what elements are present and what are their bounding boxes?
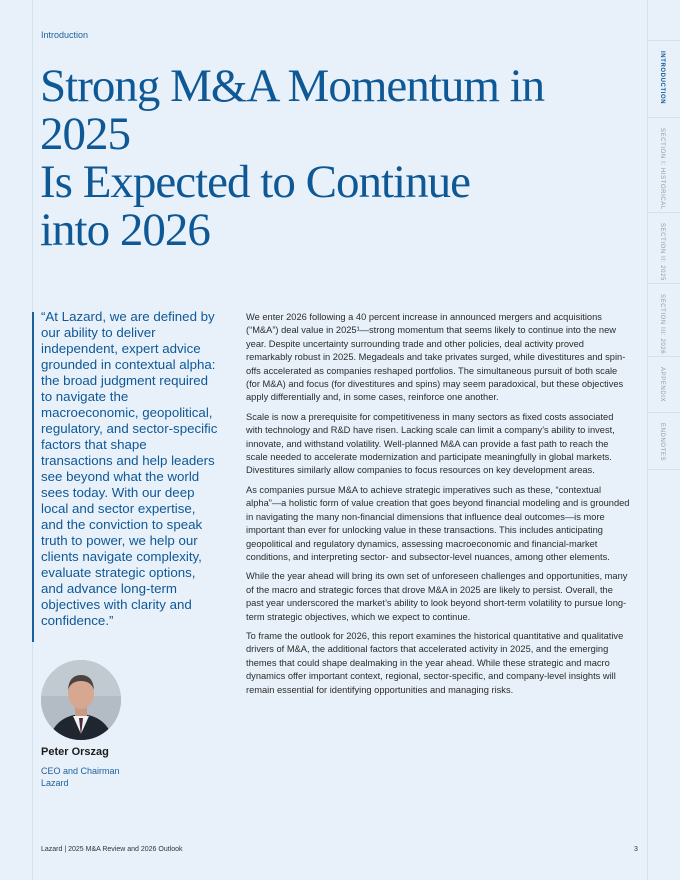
nav-label: SECTION I: HISTORICAL (659, 128, 665, 210)
nav-section-2026[interactable] (648, 283, 680, 356)
section-label: Introduction (41, 30, 89, 40)
nav-label: ENDNOTES (659, 423, 665, 462)
person-company: Lazard (41, 778, 69, 788)
nav-label: SECTION III: 2026 (659, 294, 665, 355)
nav-introduction[interactable] (648, 40, 680, 117)
body-text (246, 311, 632, 703)
nav-label: SECTION II: 2025 (659, 223, 665, 281)
nav-section-2025[interactable] (648, 212, 680, 283)
body-paragraph: While the year ahead will bring its own set of unforeseen challenges and opportunities, many of the macro and strategic forces that drove M&A in 2025 are likely to persist. Overall, the past year underscored the market’s ability to look beyond short-term volatility to pursue long-term strategic objectives, which we expect to continue. (246, 571, 628, 622)
title-line: Is Expected to Continue (40, 156, 470, 208)
title-line: Strong M&A Momentum in 2025 (40, 60, 545, 160)
nav-section-historical[interactable] (648, 117, 680, 212)
person-role (41, 765, 201, 789)
page-title (40, 62, 640, 254)
body-paragraph: As companies pursue M&A to achieve strategic imperatives such as these, “contextual alpha”—a holistic form of value creation that goes beyond financial modeling and is grounded in navigating the many non-financial dimensions that influence deal outcomes—is more important than ever for unlocking value in these transactions. This includes anticipating geopolitical and regulatory dynamics, assessing macroeconomic and financial-market conditions, and interpreting sector- and subsector-level nuances, among other elements. (246, 484, 630, 562)
page-number: 3 (634, 846, 638, 853)
nav-appendix[interactable] (648, 356, 680, 412)
avatar (41, 660, 121, 740)
person-name: Peter Orszag (41, 746, 109, 758)
section-nav (648, 40, 680, 470)
body-paragraph: To frame the outlook for 2026, this report examines the historical quantitative and qualitative drivers of M&A, the additional factors that accelerated activity in 2025, and the emerging themes that could shape dealmaking in the year ahead. While these strategic and macro dynamics offer important context, regional, sector-specific, and company-level insights will remain essential for identifying opportunities and managing risks. (246, 630, 624, 695)
body-paragraph: We enter 2026 following a 40 percent increase in announced mergers and acquisitions (“M&A”) deal value in 2025¹—strong momentum that seems likely to continue into the new year. Despite uncertainty surrounding trade and other policies, deal activity proved remarkably robust in 2025. Megadeals and take privates surged, while divestitures and spin-offs accelerated as companies reshaped portfolios. The simultaneous pursuit of both scale (for M&A) and focus (for divestitures and spins) may seem paradoxical, but these objectives apply differentially and, in some cases, reinforce one another. (246, 312, 626, 403)
quote-accent-bar (32, 312, 34, 642)
title-line: into 2026 (40, 204, 210, 256)
body-paragraph: Scale is now a prerequisite for competitiveness in many sectors as fixed costs associated with technology and R&D have risen. Lacking scale can limit a company’s ability to invest, innovate, and withstand volatility. Well-planned M&A can provide a fast path to reach the scale needed to accelerate modernization and participate meaningfully in global markets. Divestitures similarly allow companies to focus resources on key development areas. (246, 411, 615, 476)
nav-endnotes[interactable] (648, 412, 680, 470)
person-title: CEO and Chairman (41, 766, 120, 776)
nav-label: INTRODUCTION (659, 51, 665, 105)
footer-publication: Lazard | 2025 M&A Review and 2026 Outlook (41, 846, 183, 853)
pull-quote: “At Lazard, we are defined by our ability to deliver independent, expert advice grounded in contextual alpha: the broad judgment required to navigate the macroeconomic, geopolitical, regulatory, and sector-specific factors that shape transactions and help leaders see beyond what the world sees today. With our deep local and sector expertise, and the conviction to speak truth to power, we help our clients navigate complexity, evaluate strategic options, and advance long-term objectives with clarity and confidence.” (41, 309, 218, 628)
nav-label: APPENDIX (659, 367, 665, 403)
